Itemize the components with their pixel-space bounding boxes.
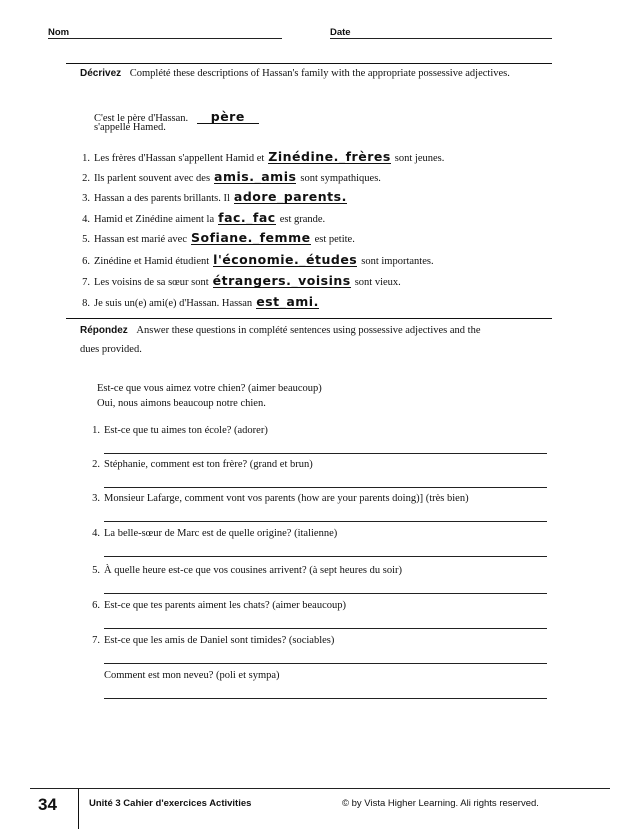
question-number: 1. bbox=[92, 425, 100, 436]
footer-rule bbox=[30, 788, 610, 789]
question-number: 7. bbox=[92, 635, 100, 646]
section1-item bbox=[76, 190, 351, 204]
section1-item bbox=[76, 253, 434, 267]
page-number: 34 bbox=[38, 795, 57, 814]
item-number: 1. bbox=[82, 153, 90, 164]
item-text-after: sont importantes. bbox=[361, 256, 434, 267]
question-number: 2. bbox=[92, 459, 100, 470]
item-number: 7. bbox=[82, 277, 90, 288]
section1-label: Décrivez bbox=[80, 68, 122, 79]
answer-line[interactable] bbox=[104, 453, 547, 454]
item-text: Hamid et Zinédine aiment la bbox=[94, 214, 215, 225]
section1-item bbox=[76, 231, 355, 245]
question-number: 4. bbox=[92, 528, 100, 539]
name-field-line[interactable] bbox=[48, 38, 282, 39]
answer-line[interactable] bbox=[104, 698, 547, 699]
answer-line[interactable] bbox=[104, 663, 547, 664]
item-text-after: sont sympathiques. bbox=[300, 173, 381, 184]
answer-line[interactable] bbox=[104, 593, 547, 594]
example2-question: Est-ce que vous aimez votre chien? (aimer beaucoup) bbox=[97, 383, 322, 394]
question-number: 3. bbox=[92, 493, 100, 504]
section2-instructions-cont: dues provided. bbox=[80, 344, 142, 355]
item-answer-blank[interactable]: l'économie._études bbox=[213, 252, 358, 267]
section2-question bbox=[86, 600, 346, 611]
item-text-after: est petite. bbox=[314, 234, 355, 245]
item-answer-blank[interactable]: adore_parents. bbox=[233, 189, 347, 204]
section2-heading bbox=[80, 325, 481, 336]
section1-item bbox=[76, 150, 444, 164]
question-number: 5. bbox=[92, 565, 100, 576]
example2-answer: Oui, nous aimons beaucoup notre chien. bbox=[97, 398, 266, 409]
section2-instructions: Answer these questions in complété sentences using possessive adjectives and the bbox=[136, 325, 481, 336]
example1-sentence: C'est le père d'Hassan. bbox=[94, 113, 189, 124]
item-number: 8. bbox=[82, 298, 90, 309]
item-answer-blank[interactable]: fac._fac bbox=[218, 210, 276, 225]
footer-book-title: Unité 3 Cahier d'exercices Activities bbox=[89, 798, 252, 809]
item-answer-blank[interactable]: Sofiane._femme bbox=[191, 230, 311, 245]
footer-copyright: © by Vista Higher Learning. Ali rights reserved. bbox=[342, 798, 539, 809]
footer-divider bbox=[78, 789, 79, 829]
section2-question bbox=[86, 565, 402, 576]
section1-instructions: Complété these descriptions of Hassan's family with the appropriate possessive adjectives. bbox=[129, 68, 510, 79]
item-text: Ils parlent souvent avec des bbox=[94, 173, 211, 184]
item-number: 2. bbox=[82, 173, 90, 184]
item-answer-blank[interactable]: est_ami. bbox=[256, 294, 319, 309]
item-text: Hassan a des parents brillants. Il bbox=[94, 193, 230, 204]
example1-continuation: s'appelle Hamed. bbox=[94, 122, 166, 133]
example1-answer: père bbox=[197, 110, 259, 124]
question-number: 6. bbox=[92, 600, 100, 611]
date-field-line[interactable] bbox=[330, 38, 552, 39]
item-text-after: sont jeunes. bbox=[394, 153, 445, 164]
item-text: Zinédine et Hamid étudient bbox=[94, 256, 210, 267]
item-number: 6. bbox=[82, 256, 90, 267]
question-text: La belle-sœur de Marc est de quelle origine? (italienne) bbox=[104, 528, 338, 539]
question-text: À quelle heure est-ce que vos cousines arrivent? (à sept heures du soir) bbox=[104, 565, 402, 576]
section2-question bbox=[86, 425, 268, 436]
item-number: 5. bbox=[82, 234, 90, 245]
question-text: Monsieur Lafarge, comment vont vos parents (how are your parents doing)] (très bien) bbox=[104, 493, 469, 504]
section2-label: Répondez bbox=[80, 325, 128, 336]
question-text: Est-ce que les amis de Daniel sont timides? (sociables) bbox=[104, 635, 335, 646]
item-text-after: sont vieux. bbox=[354, 277, 401, 288]
name-label: Nom bbox=[48, 27, 70, 38]
section1-item bbox=[76, 274, 401, 288]
answer-line[interactable] bbox=[104, 521, 547, 522]
section1-heading bbox=[80, 68, 510, 79]
item-answer-blank[interactable]: Zinédine._frères bbox=[268, 149, 391, 164]
item-text-after: est grande. bbox=[279, 214, 326, 225]
section1-item bbox=[76, 211, 325, 225]
section2-question bbox=[104, 670, 280, 681]
answer-line[interactable] bbox=[104, 556, 547, 557]
answer-line[interactable] bbox=[104, 487, 547, 488]
date-label: Date bbox=[330, 27, 351, 38]
section2-question bbox=[86, 459, 313, 470]
section1-rule bbox=[66, 63, 552, 64]
item-text: Je suis un(e) ami(e) d'Hassan. Hassan bbox=[94, 298, 253, 309]
item-number: 3. bbox=[82, 193, 90, 204]
question-text: Est-ce que tu aimes ton école? (adorer) bbox=[104, 425, 268, 436]
section2-rule bbox=[66, 318, 552, 319]
item-number: 4. bbox=[82, 214, 90, 225]
question-text: Comment est mon neveu? (poli et sympa) bbox=[104, 670, 280, 681]
item-answer-blank[interactable]: amis._amis bbox=[214, 169, 297, 184]
answer-line[interactable] bbox=[104, 628, 547, 629]
section1-item bbox=[76, 170, 381, 184]
section2-question bbox=[86, 635, 334, 646]
item-answer-blank[interactable]: étrangers._voisins bbox=[212, 273, 351, 288]
section2-question bbox=[86, 493, 469, 504]
item-text: Les voisins de sa sœur sont bbox=[94, 277, 209, 288]
item-text: Les frères d'Hassan s'appellent Hamid et bbox=[94, 153, 265, 164]
item-text: Hassan est marié avec bbox=[94, 234, 187, 245]
question-text: Est-ce que tes parents aiment les chats? (aimer beaucoup) bbox=[104, 600, 346, 611]
question-text: Stéphanie, comment est ton frère? (grand et brun) bbox=[104, 459, 313, 470]
section1-item bbox=[76, 295, 323, 309]
section2-question bbox=[86, 528, 337, 539]
